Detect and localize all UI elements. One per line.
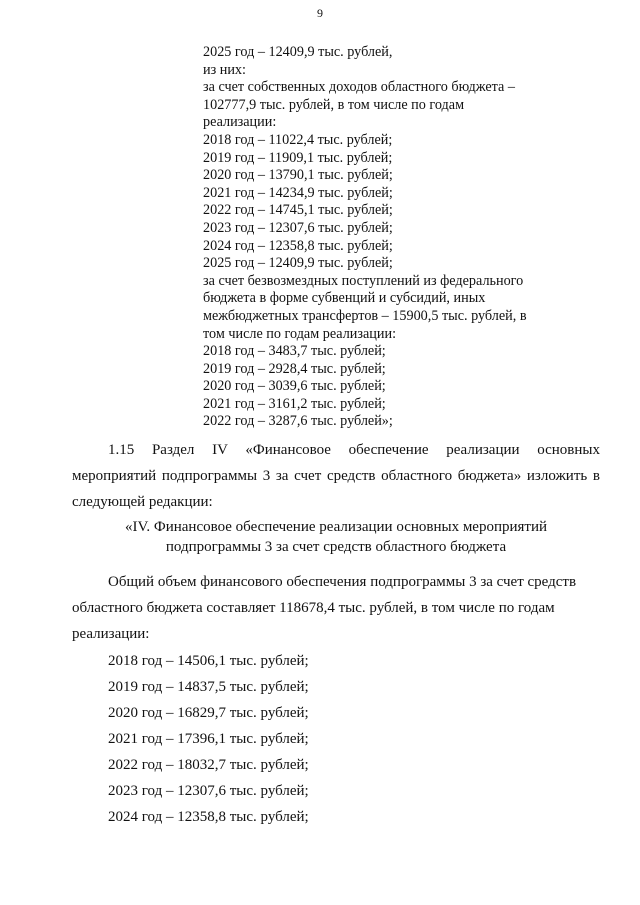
total-funding-paragraph	[72, 569, 600, 647]
text-line: 2020 год – 3039,6 тыс. рублей;	[203, 378, 386, 395]
text-line: за счет безвозмездных поступлений из федерального	[203, 272, 524, 289]
text-line: 2025 год – 12409,9 тыс. рублей,	[203, 44, 393, 60]
total-line-2: областного бюджета составляет 118678,4 тыс. рублей, в том числе по годам	[72, 600, 555, 616]
text-line: 102777,9 тыс. рублей, в том числе по годам	[203, 96, 465, 113]
list-item: 2018 год – 14506,1 тыс. рублей;	[108, 653, 309, 669]
list-item: 2022 год – 18032,7 тыс. рублей;	[108, 757, 309, 773]
text-line: 2019 год – 2928,4 тыс. рублей;	[203, 360, 386, 377]
text-line: 2022 год – 3287,6 тыс. рублей»;	[203, 413, 393, 430]
text-line: 2021 год – 14234,9 тыс. рублей;	[203, 184, 393, 201]
amendment-line-3: следующей редакции:	[72, 494, 213, 510]
total-line-3: реализации:	[72, 626, 150, 642]
text-line: из них:	[203, 61, 246, 78]
text-line: 2018 год – 11022,4 тыс. рублей;	[203, 131, 393, 148]
text-line: 2020 год – 13790,1 тыс. рублей;	[203, 167, 393, 184]
text-line: 2023 год – 12307,6 тыс. рублей;	[203, 219, 393, 236]
amendment-paragraph	[72, 437, 600, 515]
page-number: 9	[317, 6, 323, 20]
list-item: 2023 год – 12307,6 тыс. рублей;	[108, 783, 309, 799]
list-item: 2020 год – 16829,7 тыс. рублей;	[108, 705, 309, 721]
text-line: реализации:	[203, 114, 277, 131]
text-line: 2022 год – 14745,1 тыс. рублей;	[203, 202, 393, 219]
text-line: том числе по годам реализации:	[203, 325, 397, 342]
section-heading-line-2: подпрограммы 3 за счет средств областного бюджета	[165, 539, 507, 555]
funding-continuation-block	[203, 44, 583, 431]
yearly-funding-list	[108, 648, 309, 830]
text-line: бюджета в форме субвенций и субсидий, иных	[203, 290, 486, 307]
section-heading-line-1: «IV. Финансовое обеспечение реализации основных мероприятий	[124, 519, 548, 535]
section-heading	[72, 517, 600, 557]
text-line: 2018 год – 3483,7 тыс. рублей;	[203, 343, 386, 360]
amendment-line-2: мероприятий подпрограммы 3 за счет средств областного бюджета» изложить в	[72, 468, 600, 484]
list-item: 2019 год – 14837,5 тыс. рублей;	[108, 679, 309, 695]
text-line: за счет собственных доходов областного бюджета –	[203, 79, 515, 96]
amendment-line-1: 1.15 Раздел IV «Финансовое обеспечение реализации основных	[108, 442, 600, 458]
list-item: 2024 год – 12358,8 тыс. рублей;	[108, 809, 309, 825]
text-line: межбюджетных трансфертов – 15900,5 тыс. рублей, в	[203, 307, 527, 324]
total-line-1: Общий объем финансового обеспечения подпрограммы 3 за счет средств	[108, 574, 577, 590]
text-line: 2024 год – 12358,8 тыс. рублей;	[203, 237, 393, 254]
list-item: 2021 год – 17396,1 тыс. рублей;	[108, 731, 309, 747]
text-line: 2019 год – 11909,1 тыс. рублей;	[203, 149, 393, 166]
text-line: 2021 год – 3161,2 тыс. рублей;	[203, 395, 386, 412]
text-line: 2025 год – 12409,9 тыс. рублей;	[203, 255, 393, 272]
